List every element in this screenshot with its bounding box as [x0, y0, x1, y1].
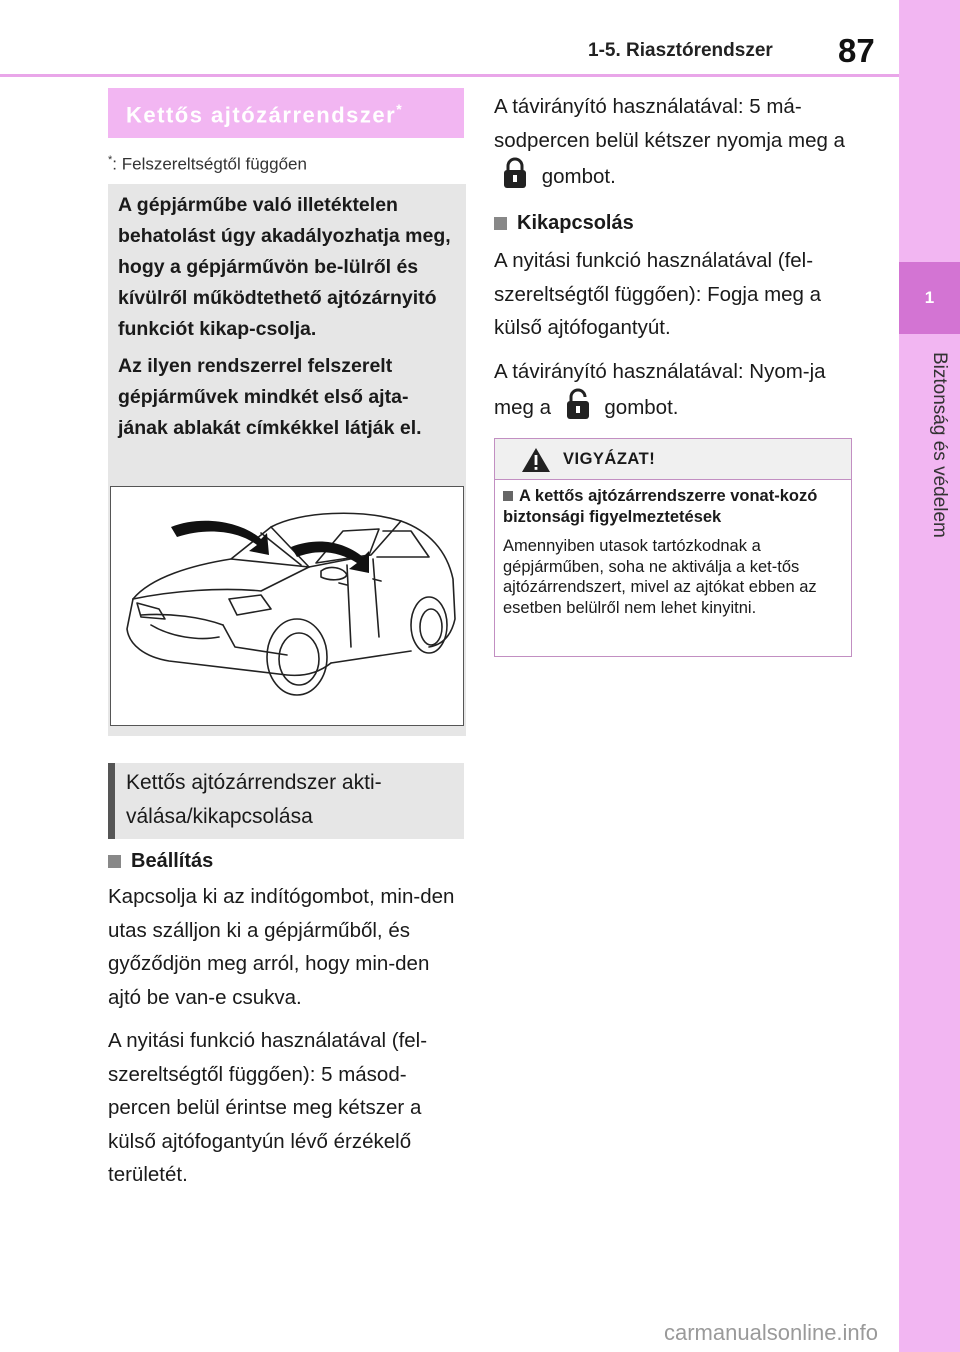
warning-subheading	[503, 486, 843, 528]
header-rule	[0, 74, 900, 77]
remote-activation-after: gombot.	[541, 165, 616, 188]
subsection-title: Kettős ajtózárrendszer akti-válása/kikapcsolása	[108, 763, 464, 839]
car-drawing	[111, 487, 463, 725]
footnote	[108, 154, 307, 175]
remote-activation-before: A távirányító használatával: 5 má-sodpercen belül kétszer nyomja meg a	[494, 95, 845, 152]
disable-heading-label: Kikapcsolás	[517, 212, 634, 234]
setting-heading-label: Beállítás	[131, 850, 214, 872]
footnote-mark: *	[108, 154, 113, 166]
disable-paragraph-1: A nyitási funkció használatával (fel-szereltségtől függően): Fogja meg a külső ajtófogantyút.	[494, 249, 822, 339]
section-title-bar	[108, 88, 464, 138]
setting-heading	[108, 850, 213, 873]
section-title: Kettős ajtózárrendszer	[126, 102, 397, 128]
lock-icon	[502, 157, 528, 200]
disable-paragraph-2-after: gombot.	[604, 396, 679, 419]
watermark: carmanualsonline.info	[664, 1320, 879, 1345]
warning-triangle-icon	[521, 447, 551, 478]
header-section-title: 1-5. Riasztórendszer	[588, 40, 773, 61]
footnote-text: : Felszereltségtől függően	[112, 154, 307, 174]
chapter-number: 1	[899, 262, 960, 334]
page-number: 87	[838, 32, 875, 69]
unlock-icon	[565, 388, 591, 431]
intro-text	[118, 190, 458, 450]
warning-subheading-text: A kettős ajtózárrendszerre vonat-kozó biztonsági figyelmeztetések	[503, 487, 818, 526]
warning-label: VIGYÁZAT!	[563, 450, 656, 468]
disable-heading	[494, 212, 634, 235]
setting-paragraph-1: Kapcsolja ki az indítógombot, min-den utas szálljon ki a gépjárműből, és győződjön meg arról, hogy min-den ajtó be van-e csukva.	[108, 885, 455, 1009]
disable-paragraph-2-before: A távirányító használatával: Nyom-ja meg a	[494, 359, 826, 419]
chapter-label: Biztonság és védelem	[929, 352, 950, 538]
bullet-square-icon	[494, 217, 507, 230]
intro-paragraph-2: Az ilyen rendszerrel felszerelt gépjárművek mindkét első ajta-jának ablakát címkékkel látják el.	[118, 355, 422, 439]
chapter-side-tab	[899, 0, 960, 1352]
intro-paragraph-1: A gépjárműbe való illetéktelen behatolást úgy akadályozhatja meg, hogy a gépjárművön be-lülről és kívülről működtethető ajtózárnyitó funkciót kikap-csolja.	[118, 194, 451, 340]
warning-body: Amennyiben utasok tartózkodnak a gépjárműben, soha ne aktiválja a ket-tős ajtózárrendszert, mivel az ajtókat ebben az esetben belülről nem lehet kinyitni.	[503, 537, 817, 617]
bullet-square-icon	[503, 491, 513, 501]
disable-text	[494, 244, 846, 441]
remote-activation-text	[494, 90, 846, 200]
section-title-mark: *	[396, 101, 404, 117]
setting-text	[108, 880, 464, 1202]
disable-paragraph-2	[494, 355, 846, 431]
bullet-square-icon	[108, 855, 121, 868]
car-illustration	[110, 486, 464, 726]
setting-paragraph-2: A nyitási funkció használatával (fel-szereltségtől függően): 5 másod-percen belül érintse meg kétszer a külső ajtófogantyún lévő érzékelő területét.	[108, 1029, 428, 1186]
